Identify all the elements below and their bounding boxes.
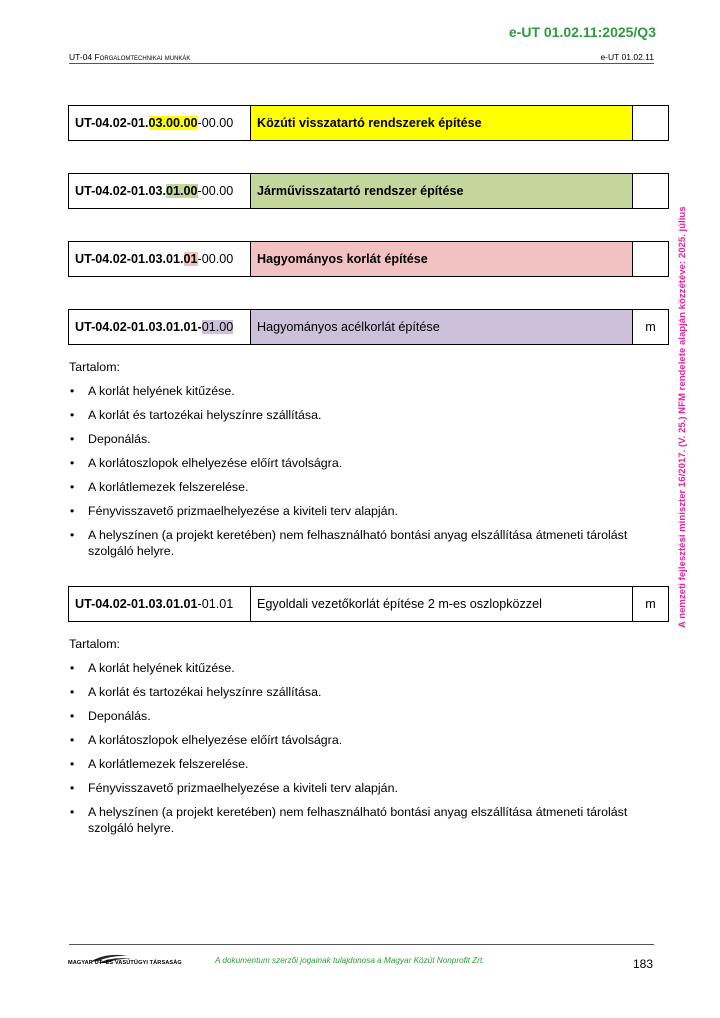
item-title: Egyoldali vezetőkorlát építése 2 m-es oszlopközzel — [251, 587, 633, 622]
item-code — [69, 174, 251, 209]
item-code — [69, 310, 251, 345]
bullet-icon: • — [70, 781, 75, 795]
content-section-1 — [69, 359, 644, 567]
item-title: Járművisszatartó rendszer építése — [251, 174, 633, 209]
code-highlight: 01 — [183, 252, 198, 266]
list-item — [69, 732, 644, 748]
bullet-icon: • — [70, 661, 75, 675]
item-title: Hagyományos acélkorlát építése — [251, 310, 633, 345]
list-item-text: Fényvisszavető prizmaelhelyezése a kiviteli terv alapján. — [88, 504, 398, 518]
list-item — [69, 804, 644, 836]
list-item-text: A korlát helyének kitűzése. — [88, 661, 235, 675]
list-item — [69, 660, 644, 676]
bullet-icon: • — [70, 709, 75, 723]
item-unit — [633, 242, 669, 277]
item-code — [69, 242, 251, 277]
item-title: Hagyományos korlát építése — [251, 242, 633, 277]
item-code — [69, 587, 251, 622]
code-part: -00.00 — [197, 252, 234, 266]
list-item-text: A korlát és tartozékai helyszínre szállítása. — [88, 408, 322, 422]
footer-copyright: A dokumentum szerzői jogainak tulajdonosa a Magyar Közút Nonprofit Zrt. — [215, 956, 485, 965]
code-part: -00.00 — [197, 116, 234, 130]
section-title: Tartalom: — [69, 637, 120, 651]
bullet-icon: • — [70, 504, 75, 518]
list-item-text: A korlátoszlopok elhelyezése előírt távolságra. — [88, 456, 343, 470]
code-part: UT-04.02-01.03. — [75, 184, 167, 198]
bullet-list — [69, 383, 644, 559]
bullet-icon: • — [70, 757, 75, 771]
code-table-row-3 — [68, 241, 669, 277]
code-highlight: 01.00 — [166, 184, 198, 198]
item-unit — [633, 106, 669, 141]
code-table-row-2 — [68, 173, 669, 209]
code-table-row-4 — [68, 309, 669, 345]
bullet-icon: • — [70, 384, 75, 398]
header-chapter-rest: orgalomtechnikai munkák — [99, 52, 191, 62]
list-item — [69, 756, 644, 772]
list-item-text: A korlátlemezek felszerelése. — [88, 480, 249, 494]
list-item-text: A helyszínen (a projekt keretében) nem felhasználható bontási anyag elszállítása átmeneti tárolást szolgáló helyre. — [88, 805, 628, 835]
code-highlight: 01.00 — [201, 320, 234, 334]
bullet-icon: • — [70, 685, 75, 699]
list-item — [69, 527, 644, 559]
header-doc-ref: e-UT 01.02.11 — [600, 52, 654, 62]
list-item-text: Deponálás. — [88, 709, 151, 723]
bullet-icon: • — [70, 733, 75, 747]
list-item — [69, 708, 644, 724]
list-item — [69, 383, 644, 399]
code-part: UT-04.02-01.03.01. — [75, 252, 184, 266]
code-part: -01.01 — [197, 597, 234, 611]
list-item-text: A korlátlemezek felszerelése. — [88, 757, 249, 771]
footer-divider — [69, 944, 654, 945]
item-unit: m — [633, 587, 669, 622]
bullet-list — [69, 660, 644, 836]
list-item — [69, 684, 644, 700]
item-unit — [633, 174, 669, 209]
list-item — [69, 479, 644, 495]
list-item-text: A korlát helyének kitűzése. — [88, 384, 235, 398]
list-item-text: Deponálás. — [88, 432, 151, 446]
section-title: Tartalom: — [69, 360, 120, 374]
item-code — [69, 106, 251, 141]
list-item-text: Fényvisszavető prizmaelhelyezése a kiviteli terv alapján. — [88, 781, 398, 795]
header-chapter-prefix: UT-04 F — [69, 52, 100, 62]
code-part: -00.00 — [197, 184, 234, 198]
code-part: UT-04.02-01.03.01.01 — [75, 597, 198, 611]
code-table-row-1 — [68, 105, 669, 141]
page-number: 183 — [632, 957, 653, 971]
list-item-text: A korlátoszlopok elhelyezése előírt távolságra. — [88, 733, 343, 747]
list-item — [69, 503, 644, 519]
code-part: UT-04.02-01. — [75, 116, 149, 130]
society-logo-text: MAGYAR ÚT- ÉS VASÚTÜGYI TÁRSASÁG — [68, 960, 182, 966]
list-item — [69, 780, 644, 796]
header-chapter — [69, 52, 190, 62]
bullet-icon: • — [70, 408, 75, 422]
code-highlight: 03.00.00 — [148, 116, 198, 130]
code-table-row-5 — [68, 586, 669, 622]
item-title: Közúti visszatartó rendszerek építése — [251, 106, 633, 141]
code-part: UT-04.02-01.03.01.01- — [75, 320, 202, 334]
list-item — [69, 455, 644, 471]
bullet-icon: • — [70, 456, 75, 470]
list-item-text: A helyszínen (a projekt keretében) nem felhasználható bontási anyag elszállítása átmeneti tárolást szolgáló helyre. — [88, 528, 628, 558]
bullet-icon: • — [70, 805, 75, 819]
bullet-icon: • — [70, 432, 75, 446]
item-unit: m — [633, 310, 669, 345]
bullet-icon: • — [70, 480, 75, 494]
list-item — [69, 407, 644, 423]
header-divider — [69, 63, 654, 64]
bullet-icon: • — [70, 528, 75, 542]
list-item — [69, 431, 644, 447]
document-id: e-UT 01.02.11:2025/Q3 — [508, 24, 656, 40]
content-section-2 — [69, 636, 644, 844]
side-publication-note: A nemzeti fejlesztési miniszter 16/2017. (V. 25.) NFM rendelete alapján közzétéve: 2025. július — [677, 206, 688, 628]
list-item-text: A korlát és tartozékai helyszínre szállítása. — [88, 685, 322, 699]
